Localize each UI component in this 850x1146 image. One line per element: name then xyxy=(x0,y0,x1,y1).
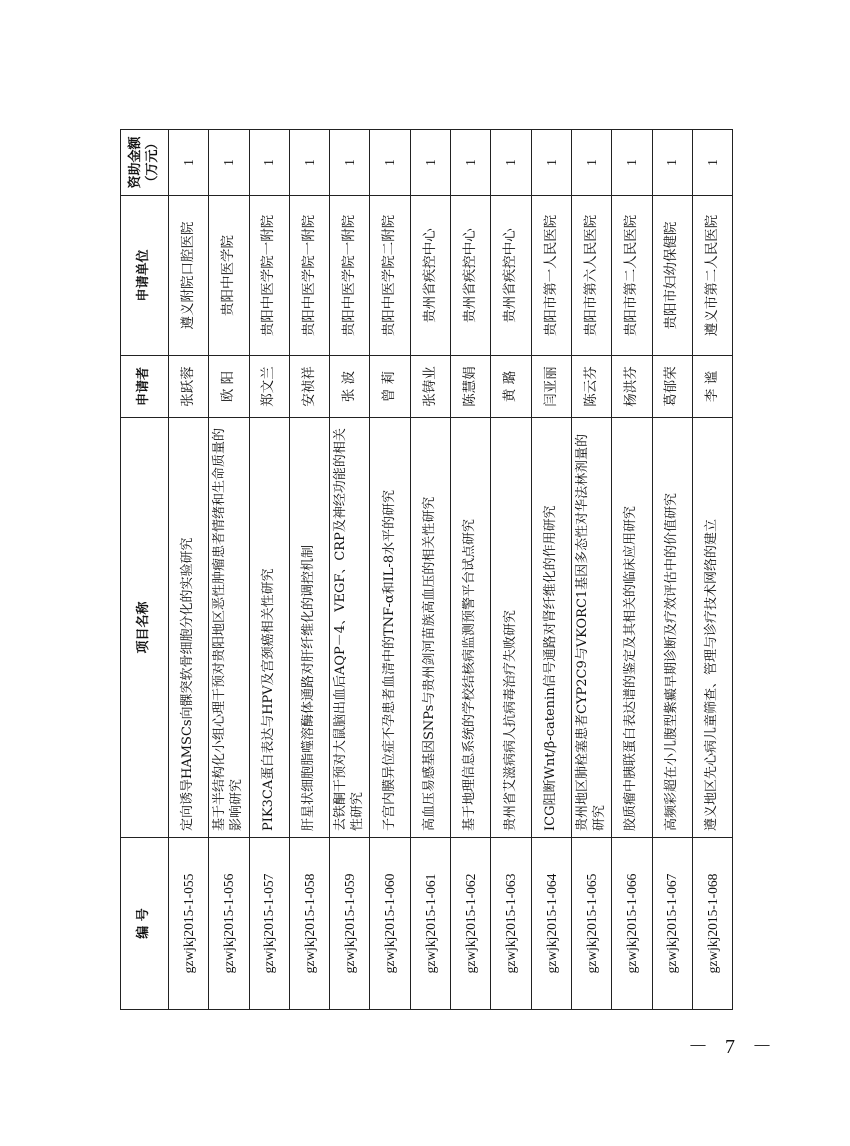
row-unit: 遵义市第二人民医院 xyxy=(692,196,732,356)
grant-project-table xyxy=(120,129,733,1010)
row-applicant: 曾 莉 xyxy=(370,356,410,418)
table-row xyxy=(451,130,491,1010)
row-applicant: 欧 阳 xyxy=(209,356,249,418)
table-header-row xyxy=(121,130,169,1010)
header-name: 项目名称 xyxy=(121,418,169,838)
table-row xyxy=(410,130,450,1010)
row-applicant: 杨洪芬 xyxy=(612,356,652,418)
row-unit: 贵州省疾控中心 xyxy=(410,196,450,356)
row-name: ICG阻断Wnt/β-catenin信号通路对肾纤维化的作用研究 xyxy=(531,418,571,838)
row-name: 遵义地区先心病儿童筛查、管理与诊疗技术网络的建立 xyxy=(692,418,732,838)
row-applicant: 张铸业 xyxy=(410,356,450,418)
row-name: 高血压易感基因SNPs与贵州剑河苗族高血压的相关性研究 xyxy=(410,418,450,838)
row-unit: 贵阳市妇幼保健院 xyxy=(652,196,692,356)
row-name: 子宫内膜异位症不孕患者血清中的TNF-α和IL-8水平的研究 xyxy=(370,418,410,838)
row-applicant: 安祯祥 xyxy=(289,356,329,418)
table-row xyxy=(169,130,209,1010)
row-code: gzwjkj2015-1-067 xyxy=(652,838,692,1010)
row-code: gzwjkj2015-1-059 xyxy=(330,838,370,1010)
row-applicant: 黄 璐 xyxy=(491,356,531,418)
row-code: gzwjkj2015-1-068 xyxy=(692,838,732,1010)
row-name: 贵州地区肺栓塞患者CYP2C9与VKORC1基因多态性对华法林剂量的研究 xyxy=(571,418,611,838)
row-code: gzwjkj2015-1-064 xyxy=(531,838,571,1010)
rotated-table-container xyxy=(120,130,732,1010)
row-name: PIK3CA蛋白表达与HPV及宫颈癌相关性研究 xyxy=(249,418,289,838)
row-name: 去铁酮干预对大鼠脑出血后AQP－4、VEGF、CRP及神经功能的相关性研究 xyxy=(330,418,370,838)
row-amount: 1 xyxy=(531,130,571,196)
row-name: 基于地理信息系统的学校结核病监测预警平台试点研究 xyxy=(451,418,491,838)
row-unit: 贵州省疾控中心 xyxy=(451,196,491,356)
row-unit: 贵阳中医学院 xyxy=(209,196,249,356)
table-row xyxy=(289,130,329,1010)
row-code: gzwjkj2015-1-065 xyxy=(571,838,611,1010)
table-row xyxy=(249,130,289,1010)
table-row xyxy=(571,130,611,1010)
row-amount: 1 xyxy=(249,130,289,196)
row-code: gzwjkj2015-1-055 xyxy=(169,838,209,1010)
row-code: gzwjkj2015-1-066 xyxy=(612,838,652,1010)
row-code: gzwjkj2015-1-063 xyxy=(491,838,531,1010)
row-applicant: 陈慧娟 xyxy=(451,356,491,418)
row-code: gzwjkj2015-1-061 xyxy=(410,838,450,1010)
row-code: gzwjkj2015-1-056 xyxy=(209,838,249,1010)
row-unit: 贵州省疾控中心 xyxy=(491,196,531,356)
row-applicant: 闫亚丽 xyxy=(531,356,571,418)
row-unit: 贵阳市第一人民医院 xyxy=(531,196,571,356)
row-code: gzwjkj2015-1-057 xyxy=(249,838,289,1010)
row-name: 贵州省艾滋病病人抗病毒治疗失败研究 xyxy=(491,418,531,838)
table-row xyxy=(330,130,370,1010)
row-amount: 1 xyxy=(491,130,531,196)
row-amount: 1 xyxy=(571,130,611,196)
table-row xyxy=(652,130,692,1010)
row-code: gzwjkj2015-1-060 xyxy=(370,838,410,1010)
row-amount: 1 xyxy=(410,130,450,196)
row-applicant: 葛郁荣 xyxy=(652,356,692,418)
row-name: 胶质瘤中胰联蛋白表达谱的鉴定及其相关的临床应用研究 xyxy=(612,418,652,838)
table-row xyxy=(491,130,531,1010)
page-number: － 7 － xyxy=(688,1036,778,1058)
row-applicant: 张 波 xyxy=(330,356,370,418)
row-amount: 1 xyxy=(612,130,652,196)
table-row xyxy=(612,130,652,1010)
table-row xyxy=(209,130,249,1010)
row-name: 高频彩超在小儿腹型紫癜早期诊断及疗效评估中的价值研究 xyxy=(652,418,692,838)
row-unit: 贵阳中医学院二附院 xyxy=(370,196,410,356)
row-code: gzwjkj2015-1-058 xyxy=(289,838,329,1010)
table-row xyxy=(531,130,571,1010)
row-amount: 1 xyxy=(652,130,692,196)
row-amount: 1 xyxy=(209,130,249,196)
header-code: 编 号 xyxy=(121,838,169,1010)
header-applicant: 申请者 xyxy=(121,356,169,418)
row-applicant: 张跃蓉 xyxy=(169,356,209,418)
row-name: 肝星状细胞脂噬溶酶体通路对肝纤维化的调控机制 xyxy=(289,418,329,838)
row-amount: 1 xyxy=(169,130,209,196)
row-amount: 1 xyxy=(370,130,410,196)
row-applicant: 郑文兰 xyxy=(249,356,289,418)
table-row xyxy=(370,130,410,1010)
header-amount: 资助金额（万元） xyxy=(121,130,169,196)
table-row xyxy=(692,130,732,1010)
row-unit: 贵阳中医学院一附院 xyxy=(289,196,329,356)
row-amount: 1 xyxy=(289,130,329,196)
row-applicant: 陈云芬 xyxy=(571,356,611,418)
row-unit: 贵阳市第六人民医院 xyxy=(571,196,611,356)
row-amount: 1 xyxy=(451,130,491,196)
header-unit: 申请单位 xyxy=(121,196,169,356)
row-applicant: 李 谧 xyxy=(692,356,732,418)
row-unit: 遵义附院口腔医院 xyxy=(169,196,209,356)
row-unit: 贵阳中医学院一附院 xyxy=(249,196,289,356)
row-code: gzwjkj2015-1-062 xyxy=(451,838,491,1010)
row-name: 定向诱导HAMSCs向髁突软骨细胞分化的实验研究 xyxy=(169,418,209,838)
row-amount: 1 xyxy=(692,130,732,196)
row-name: 基于半结构化小组心理干预对贵阳地区恶性肿瘤患者情绪和生命质量的影响研究 xyxy=(209,418,249,838)
row-amount: 1 xyxy=(330,130,370,196)
row-unit: 贵阳中医学院一附院 xyxy=(330,196,370,356)
row-unit: 贵阳市第二人民医院 xyxy=(612,196,652,356)
